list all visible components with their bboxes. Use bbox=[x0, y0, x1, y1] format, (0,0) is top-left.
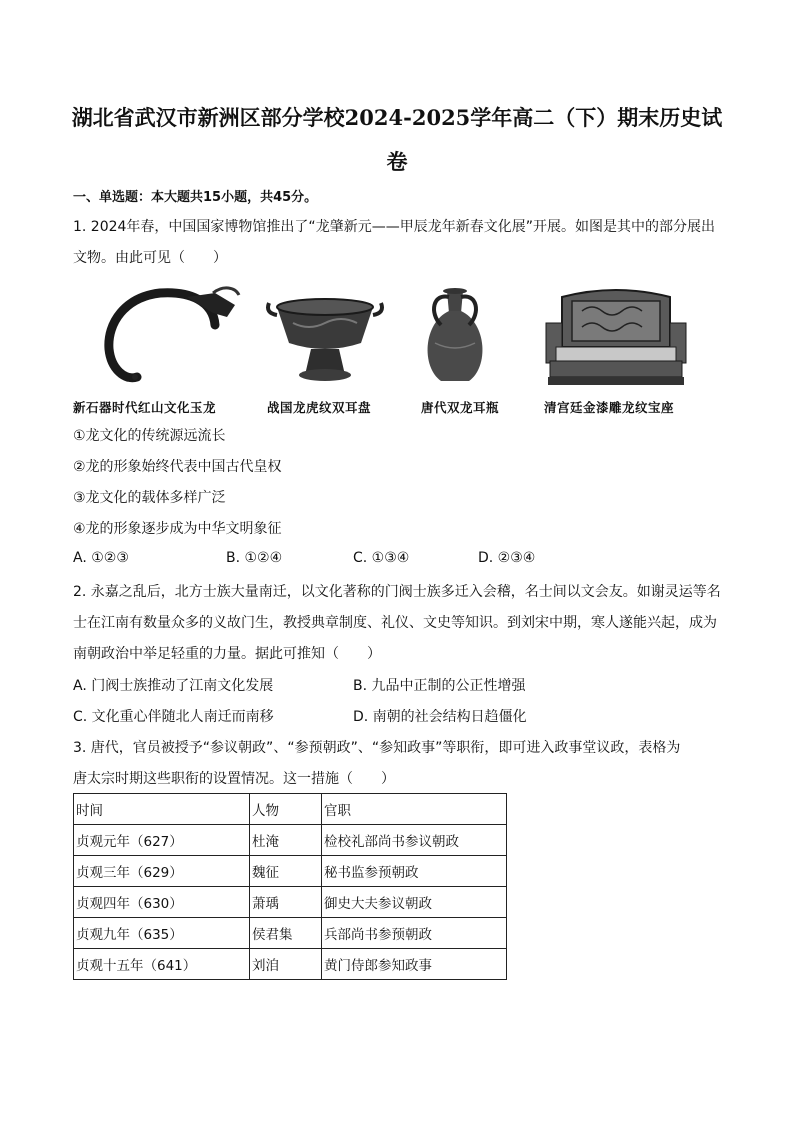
q1-stem-line1: 1. 2024年春，中国国家博物馆推出了“龙肇新元——甲辰龙年新春文化展”开展。如图是其中的部分展出 bbox=[73, 219, 715, 235]
table-cell: 贞观四年（630） bbox=[74, 887, 250, 918]
q2-option-b[interactable]: B. 九品中正制的公正性增强 bbox=[353, 678, 526, 694]
q1-option-b[interactable]: B. ①②④ bbox=[226, 550, 283, 566]
dragon-handle-vase-image bbox=[415, 283, 495, 389]
caption-bronze-plate: 战国龙虎纹双耳盘 bbox=[267, 400, 372, 415]
jade-dragon-image bbox=[95, 283, 245, 389]
table-cell: 黄门侍郎参知政事 bbox=[322, 949, 507, 980]
table-cell: 贞观三年（629） bbox=[74, 856, 250, 887]
table-header-cell: 时间 bbox=[74, 794, 250, 825]
q1-statement-4: ④龙的形象逐步成为中华文明象征 bbox=[73, 521, 282, 537]
q2-option-d[interactable]: D. 南朝的社会结构日趋僵化 bbox=[353, 709, 527, 725]
table-cell: 杜淹 bbox=[250, 825, 322, 856]
table-row bbox=[74, 918, 507, 949]
q1-option-c[interactable]: C. ①③④ bbox=[353, 550, 410, 566]
table-row bbox=[74, 949, 507, 980]
bronze-plate-image bbox=[265, 283, 385, 389]
table-cell: 贞观九年（635） bbox=[74, 918, 250, 949]
q2-option-a[interactable]: A. 门阀士族推动了江南文化发展 bbox=[73, 678, 274, 694]
table-row bbox=[74, 887, 507, 918]
q2-stem-line1: 2. 永嘉之乱后，北方士族大量南迁，以文化著称的门阀士族多迁入会稽，名士间以文会友。如谢灵运等名 bbox=[73, 584, 721, 600]
table-header-cell: 官职 bbox=[322, 794, 507, 825]
q1-statement-2: ②龙的形象始终代表中国古代皇权 bbox=[73, 459, 282, 475]
table-cell: 兵部尚书参预朝政 bbox=[322, 918, 507, 949]
dragon-throne-image bbox=[542, 283, 690, 389]
table-row bbox=[74, 825, 507, 856]
q1-stem-line2: 文物。由此可见（ ） bbox=[73, 250, 227, 266]
table-cell: 御史大夫参议朝政 bbox=[322, 887, 507, 918]
table-cell: 魏征 bbox=[250, 856, 322, 887]
table-row bbox=[74, 856, 507, 887]
q3-table bbox=[73, 793, 507, 980]
exam-title-line2: 卷 bbox=[386, 149, 408, 174]
caption-throne: 清宫廷金漆雕龙纹宝座 bbox=[544, 400, 675, 415]
table-cell: 秘书监参预朝政 bbox=[322, 856, 507, 887]
q2-option-c[interactable]: C. 文化重心伴随北人南迁而南移 bbox=[73, 709, 274, 725]
q3-stem-line2: 唐太宗时期这些职衔的设置情况。这一措施（ ） bbox=[73, 771, 395, 787]
table-cell: 刘洎 bbox=[250, 949, 322, 980]
q2-stem-line2: 士在江南有数量众多的义故门生，教授典章制度、礼仪、文史等知识。到刘宋中期，寒人遂能兴起，成为 bbox=[73, 615, 717, 631]
table-cell: 贞观十五年（641） bbox=[74, 949, 250, 980]
q2-stem-line3: 南朝政治中举足轻重的力量。据此可推知（ ） bbox=[73, 646, 381, 662]
table-header-cell: 人物 bbox=[250, 794, 322, 825]
q1-option-a[interactable]: A. ①②③ bbox=[73, 550, 129, 566]
caption-jade-dragon: 新石器时代红山文化玉龙 bbox=[73, 400, 217, 415]
q1-statement-3: ③龙文化的载体多样广泛 bbox=[73, 490, 226, 506]
q1-option-d[interactable]: D. ②③④ bbox=[478, 550, 536, 566]
table-cell: 检校礼部尚书参议朝政 bbox=[322, 825, 507, 856]
table-header-row bbox=[74, 794, 507, 825]
table-cell: 侯君集 bbox=[250, 918, 322, 949]
table-cell: 贞观元年（627） bbox=[74, 825, 250, 856]
section-heading: 一、单选题：本大题共15小题，共45分。 bbox=[73, 190, 318, 205]
q1-statement-1: ①龙文化的传统源远流长 bbox=[73, 428, 226, 444]
caption-vase: 唐代双龙耳瓶 bbox=[421, 400, 500, 415]
table-cell: 萧瑀 bbox=[250, 887, 322, 918]
q3-stem-line1: 3. 唐代，官员被授予“参议朝政”、“参预朝政”、“参知政事”等职衔，即可进入政事堂议政，表格为 bbox=[73, 740, 681, 756]
exam-title-line1: 湖北省武汉市新洲区部分学校2024-2025学年高二（下）期末历史试 bbox=[71, 105, 723, 130]
